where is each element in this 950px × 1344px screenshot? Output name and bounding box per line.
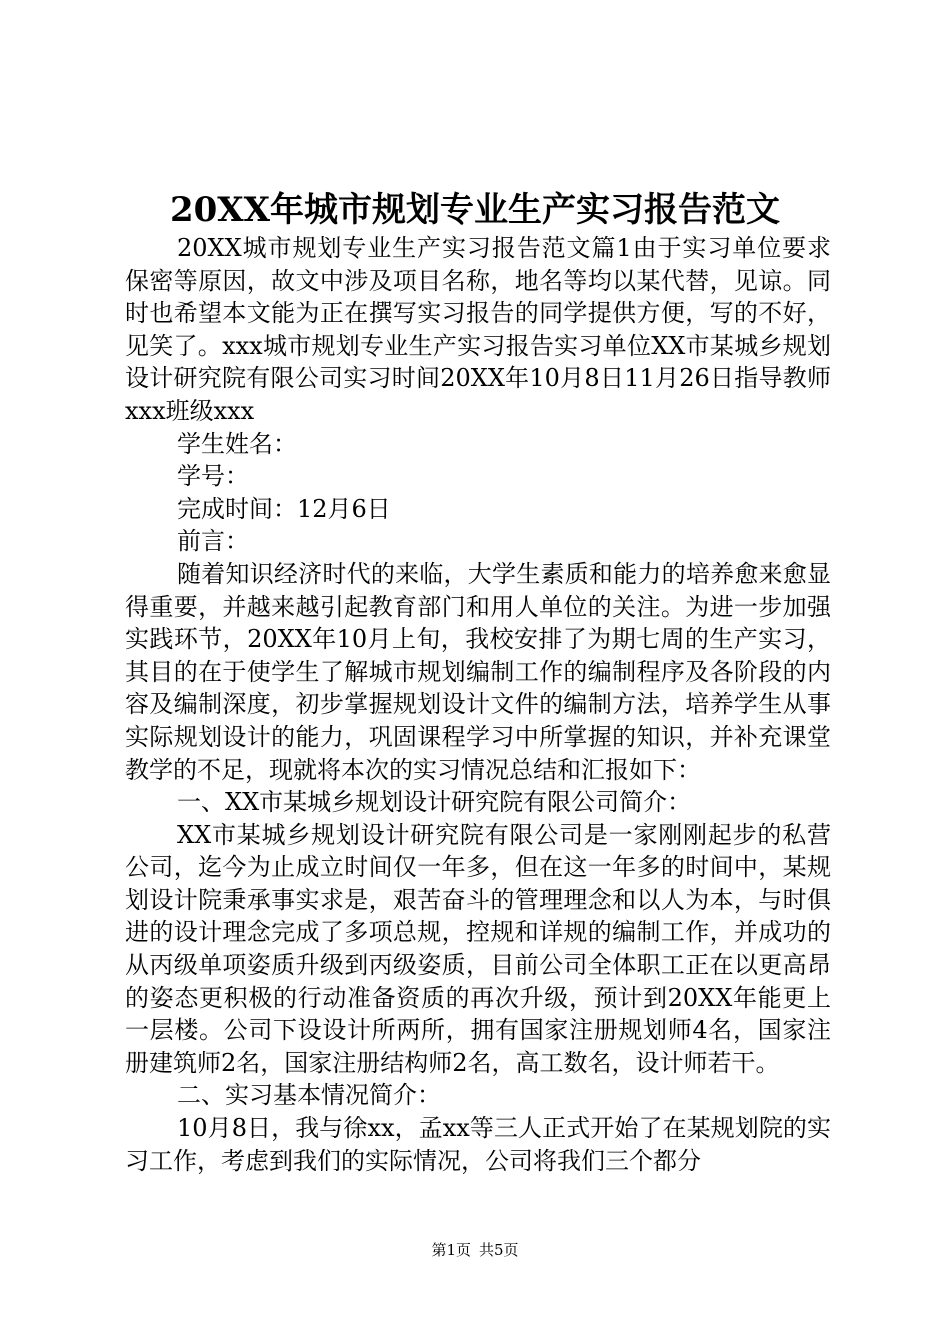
document-title: 20XX年城市规划专业生产实习报告范文 <box>169 190 781 230</box>
body-paragraph: XX市某城乡规划设计研究院有限公司是一家刚刚起步的私营公司，迄今为止成立时间仅一年多，但在这一年多的时间中，某规划设计院秉承事实求是，艰苦奋斗的管理理念和以人为本，与时俱进的设计理念完成了多项总规，控规和详规的编制工作，并成功的从丙级单项姿质升级到丙级姿质，目前公司全体职工正在以更高昂的姿态更积极的行动准备资质的再次升级，预计到20XX年能更上一层楼。公司下设设计所两所，拥有国家注册规划师4名，国家注册建筑师2名，国家注册结构师2名，高工数名，设计师若干。 <box>125 820 831 1077</box>
body-paragraph: 10月8日，我与徐xx，孟xx等三人正式开始了在某规划院的实习工作，考虑到我们的实际情况，公司将我们三个都分 <box>125 1114 831 1175</box>
body-paragraph: 学号： <box>177 462 249 491</box>
body-paragraph: 学生姓名： <box>177 429 297 458</box>
body-paragraph: 随着知识经济时代的来临，大学生素质和能力的培养愈来愈显得重要，并越来越引起教育部门和用人单位的关注。为进一步加强实践环节，20XX年10月上旬，我校安排了为期七周的生产实习，其目的在于使学生了解城市规划编制工作的编制程序及各阶段的内容及编制深度，初步掌握规划设计文件的编制方法，培养学生从事实际规划设计的能力，巩固课程学习中所掌握的知识，并补充课堂教学的不足，现就将本次的实习情况总结和汇报如下： <box>125 559 831 784</box>
section-heading: 二、实习基本情况简介： <box>177 1081 441 1110</box>
body-paragraph: 20XX城市规划专业生产实习报告范文篇1由于实习单位要求保密等原因，故文中涉及项目名称，地名等均以某代替，见谅。同时也希望本文能为正在撰写实习报告的同学提供方便，写的不好，见笑了。xxx城市规划专业生产实习报告实习单位XX市某城乡规划设计研究院有限公司实习时间20XX年10月8日11月26日指导教师xxx班级xxx <box>125 234 831 425</box>
page-number: 第1页 <box>431 1241 471 1259</box>
document-body <box>125 232 831 1177</box>
body-paragraph: 前言： <box>177 527 249 556</box>
section-heading: 一、XX市某城乡规划设计研究院有限公司简介： <box>177 788 692 817</box>
body-paragraph: 完成时间：12月6日 <box>177 494 391 523</box>
page-total: 共5页 <box>479 1241 519 1259</box>
page-footer <box>0 1240 950 1260</box>
